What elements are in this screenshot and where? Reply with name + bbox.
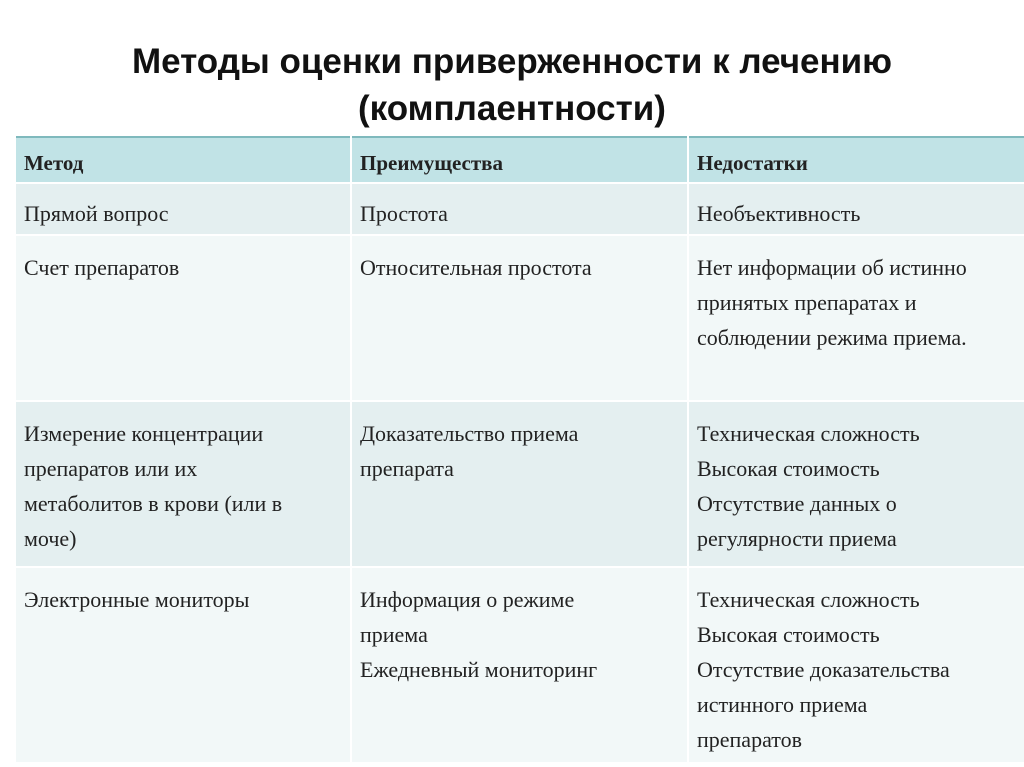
table-header-row xyxy=(16,137,1024,183)
cell-line: метаболитов в крови (или в xyxy=(24,491,283,516)
cell-line: Нет информации об истинно xyxy=(697,255,967,280)
cell-line: Ежедневный мониторинг xyxy=(360,657,598,682)
cell-line: Необъективность xyxy=(697,201,861,226)
cell-line: Высокая стоимость xyxy=(697,622,880,647)
cell-line: Информация о режиме xyxy=(360,587,575,612)
cell-advantages xyxy=(351,567,688,763)
cell-line: Высокая стоимость xyxy=(697,456,880,481)
header-disadvantages: Недостатки xyxy=(697,151,808,175)
slide-title-line-1: Методы оценки приверженности к лечению xyxy=(131,42,893,81)
cell-line: препарата xyxy=(360,456,454,481)
cell-line: Прямой вопрос xyxy=(24,201,169,226)
cell-advantages xyxy=(351,401,688,567)
cell-line: Электронные мониторы xyxy=(24,587,250,612)
slide-title xyxy=(0,38,1024,132)
cell-line: истинного приема xyxy=(697,692,868,717)
cell-line: соблюдении режима приема. xyxy=(697,325,967,350)
cell-line: Относительная простота xyxy=(360,255,592,280)
table-row xyxy=(16,235,1024,401)
cell-line: моче) xyxy=(24,526,77,551)
cell-line: Доказательство приема xyxy=(360,421,579,446)
cell-line: Отсутствие данных о xyxy=(697,491,897,516)
cell-line: принятых препаратах и xyxy=(697,290,917,315)
table-row xyxy=(16,183,1024,235)
header-advantages: Преимущества xyxy=(351,137,688,183)
slide-title-line-2: (комплаентности) xyxy=(358,89,666,128)
cell-advantages xyxy=(351,183,688,235)
methods-table xyxy=(16,136,1024,764)
cell-method xyxy=(16,235,351,401)
cell-line: Отсутствие доказательства xyxy=(697,657,950,682)
cell-line: Техническая сложность xyxy=(697,587,920,612)
cell-line: препаратов или их xyxy=(24,456,198,481)
cell-method xyxy=(16,401,351,567)
header-method: Метод xyxy=(16,137,351,183)
cell-line: Простота xyxy=(360,201,448,226)
cell-disadvantages xyxy=(688,235,1024,401)
cell-disadvantages xyxy=(688,401,1024,567)
cell-method xyxy=(16,183,351,235)
cell-line: приема xyxy=(360,622,428,647)
cell-disadvantages xyxy=(688,183,1024,235)
cell-advantages xyxy=(351,235,688,401)
cell-line: Счет препаратов xyxy=(24,255,180,280)
cell-line: Измерение концентрации xyxy=(24,421,264,446)
table-row xyxy=(16,567,1024,763)
cell-line: Техническая сложность xyxy=(697,421,920,446)
cell-disadvantages xyxy=(688,567,1024,763)
table-row xyxy=(16,401,1024,567)
cell-line: регулярности приема xyxy=(697,526,897,551)
cell-line: препаратов xyxy=(697,727,802,752)
cell-method xyxy=(16,567,351,763)
